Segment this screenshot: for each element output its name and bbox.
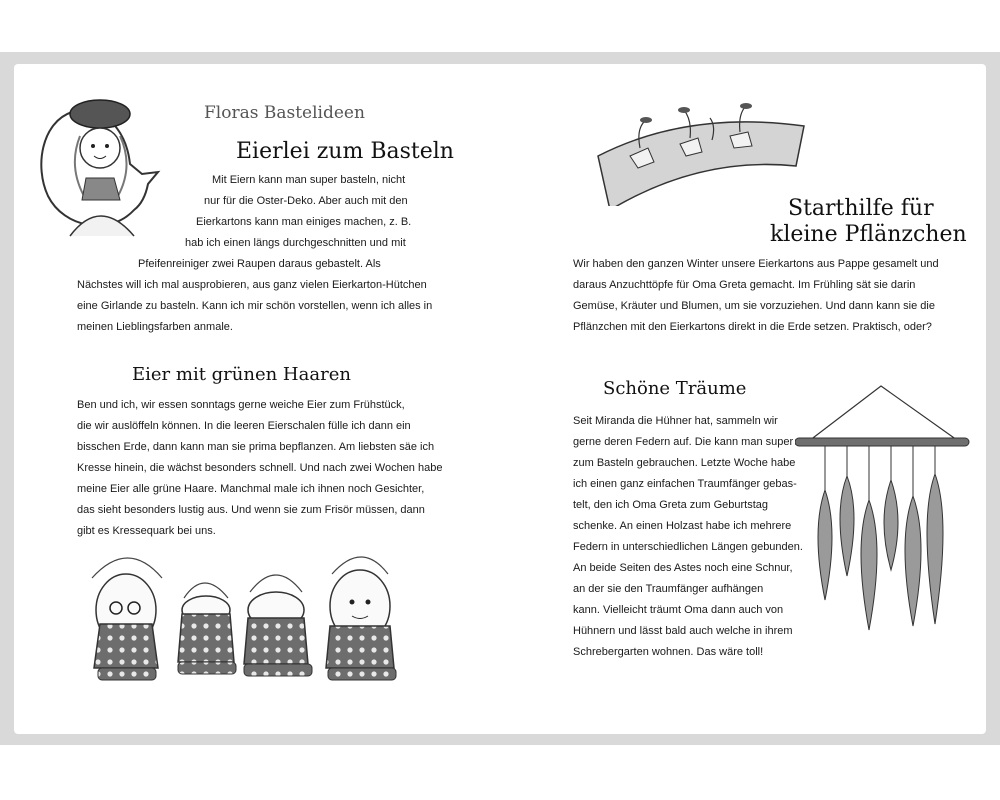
text-line: daraus Anzuchttöpfe für Oma Greta gemacht. Im Frühling sät sie darin	[573, 279, 916, 291]
text-line: Gemüse, Kräuter und Blumen, um sie vorzuziehen. Und dann kann sie die	[573, 300, 935, 312]
text-line: hab ich einen längs durchgeschnitten und mit	[185, 237, 406, 249]
text-line: kann. Vielleicht träumt Oma dann auch von	[573, 604, 784, 616]
kicker-floras-bastelideen: Floras Bastelideen	[204, 103, 365, 123]
text-line: meinen Lieblingsfarben anmale.	[77, 321, 233, 333]
text-line: An beide Seiten des Astes noch eine Schnur,	[573, 562, 793, 574]
section-title-traeume: Schöne Träume	[603, 378, 747, 399]
text-line: die wir auslöffeln können. In die leeren Eierschalen fülle ich dann ein	[77, 420, 411, 432]
text-line: Pfeifenreiniger zwei Raupen daraus gebastelt. Als	[138, 258, 381, 270]
text-line: Eierkartons kann man einiges machen, z. B.	[196, 216, 412, 228]
text-line: nur für die Oster-Deko. Aber auch mit den	[204, 195, 408, 207]
text-line: schenke. An einen Holzast habe ich mehrere	[573, 520, 792, 532]
text-line: Seit Miranda die Hühner hat, sammeln wir	[573, 415, 778, 427]
text-line: Pflänzchen mit den Eierkartons direkt in die Erde setzen. Praktisch, oder?	[573, 321, 932, 333]
text-line: eine Girlande zu basteln. Kann ich mir schön vorstellen, wenn ich alles in	[77, 300, 433, 312]
text-line: Wir haben den ganzen Winter unsere Eierkartons aus Pappe gesamelt und	[573, 258, 939, 270]
egg-carton-seedlings-illustration	[590, 96, 810, 206]
text-line: Schrebergarten wohnen. Das wäre toll!	[573, 646, 764, 658]
text-line: ich einen ganz einfachen Traumfänger gebas-	[573, 478, 797, 490]
title-starthilfe-line-2: kleine Pflänzchen	[770, 222, 967, 247]
dreamcatcher-feathers-illustration	[795, 380, 975, 680]
section-title-eier: Eier mit grünen Haaren	[132, 364, 351, 385]
text-line: telt, den ich Oma Greta zum Geburtstag	[573, 499, 769, 511]
page-title: Eierlei zum Basteln	[236, 139, 454, 164]
egg-cups-cress-illustration	[80, 548, 440, 688]
text-line: an der sie den Traumfänger aufhängen	[573, 583, 764, 595]
text-line: Mit Eiern kann man super basteln, nicht	[212, 174, 406, 186]
text-line: Kresse hinein, die wächst besonders schnell. Und nach zwei Wochen habe	[77, 462, 443, 474]
text-line: Hühnern und lässt bald auch welche in ihrem	[573, 625, 793, 637]
text-line: bisschen Erde, dann kann man sie prima bepflanzen. Am liebsten säe ich	[77, 441, 435, 453]
text-line: Ben und ich, wir essen sonntags gerne weiche Eier zum Frühstück,	[77, 399, 405, 411]
text-line: zum Basteln gebrauchen. Letzte Woche habe	[573, 457, 796, 469]
text-line: gibt es Kressequark bei uns.	[77, 525, 216, 537]
text-line: Nächstes will ich mal ausprobieren, aus ganz vielen Eierkarton-Hütchen	[77, 279, 427, 291]
text-line: meine Eier alle grüne Haare. Manchmal male ich ihnen noch Gesichter,	[77, 483, 425, 495]
text-line: gerne deren Federn auf. Die kann man super	[573, 436, 794, 448]
text-line: Federn in unterschiedlichen Längen gebunden.	[573, 541, 803, 553]
text-line: das sieht besonders lustig aus. Und wenn sie zum Frisör müssen, dann	[77, 504, 425, 516]
title-starthilfe-line-1: Starthilfe für	[788, 196, 934, 221]
